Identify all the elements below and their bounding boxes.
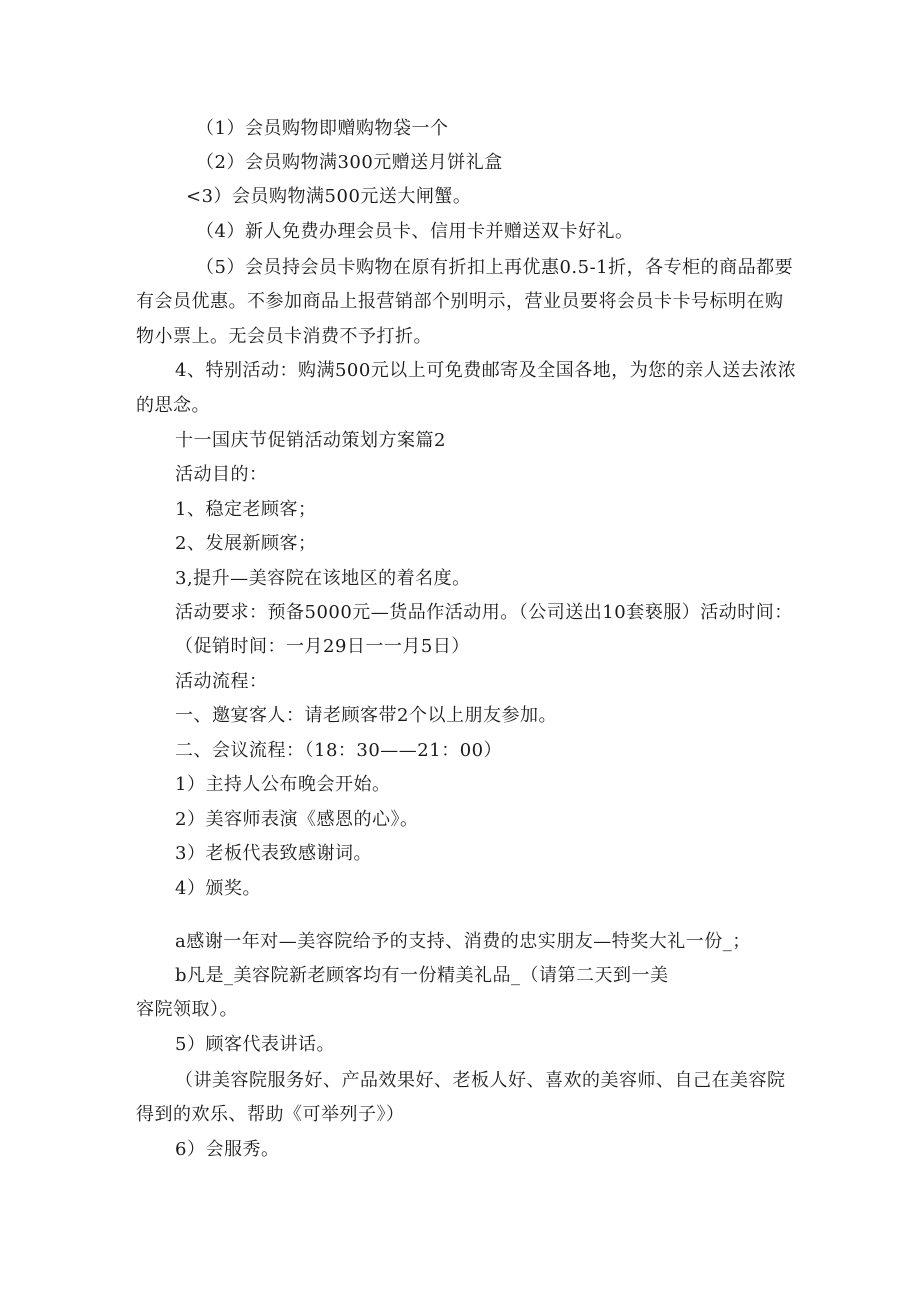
text-line: 3）老板代表致感谢词。 [175,843,372,864]
text-line: 1）主持人公布晚会开始。 [175,774,391,795]
text-line: （促销时间：一月29日一一月5日） [175,636,470,657]
text-line: 活动要求：预备5000元—货品作活动用。（公司送出10套亵服）活动时间： [175,602,793,623]
text-line: 活动流程： [175,671,268,692]
text-line: （1）会员购物即赠购物袋一个 [196,118,449,139]
text-line: <3）会员购物满500元送大闸蟹。 [186,186,472,207]
text-line: 的思念。 [136,395,210,416]
text-line: （讲美容院服务好、产品效果好、老板人好、喜欢的美容师、自己在美容院 [175,1070,786,1091]
text-line: 一、邀宴客人：请老顾客带2个以上朋友参加。 [175,705,557,726]
text-line: 物小票上。无会员卡消费不予打折。 [136,326,432,347]
section-heading: 十一国庆节促销活动策划方案篇2 [175,430,446,451]
text-line: 1、稳定老顾客； [175,499,317,520]
text-line: 4、特别活动：购满500元以上可免费邮寄及全国各地，为您的亲人送去浓浓 [175,360,797,381]
text-line: 容院领取）。 [136,999,238,1020]
text-line: 有会员优惠。不参加商品上报营销部个别明示，营业员要将会员卡卡号标明在购 [136,291,784,312]
text-line: （4）新人免费办理会员卡、信用卡并赠送双卡好礼。 [196,221,634,242]
text-line: 5）顾客代表讲话。 [175,1034,335,1055]
text-line: 二、会议流程：（18：30——21：00） [175,740,503,761]
text-line: 4）颁奖。 [175,878,261,899]
text-line: 2、发展新顾客； [175,533,317,554]
text-line: 2）美容师表演《感恩的心》。 [175,809,419,830]
text-line: a感谢一年对—美容院给予的支持、消费的忠实朋友—特奖大礼一份_； [175,931,751,952]
text-line: 得到的欢乐、帮助《可举列子》） [136,1104,405,1125]
text-line: （2）会员购物满300元赠送月饼礼盒 [196,152,503,173]
text-line: 活动目的： [175,464,268,485]
text-line: （5）会员持会员卡购物在原有折扣上再优惠0.5-1折，各专柜的商品都要 [196,257,794,278]
text-line: 3,提升—美容院在该地区的着名度。 [175,568,471,589]
text-line: 6）会服秀。 [175,1139,280,1160]
text-line: b凡是_美容院新老顾客均有一份精美礼品_（请第二天到一美 [175,965,669,986]
